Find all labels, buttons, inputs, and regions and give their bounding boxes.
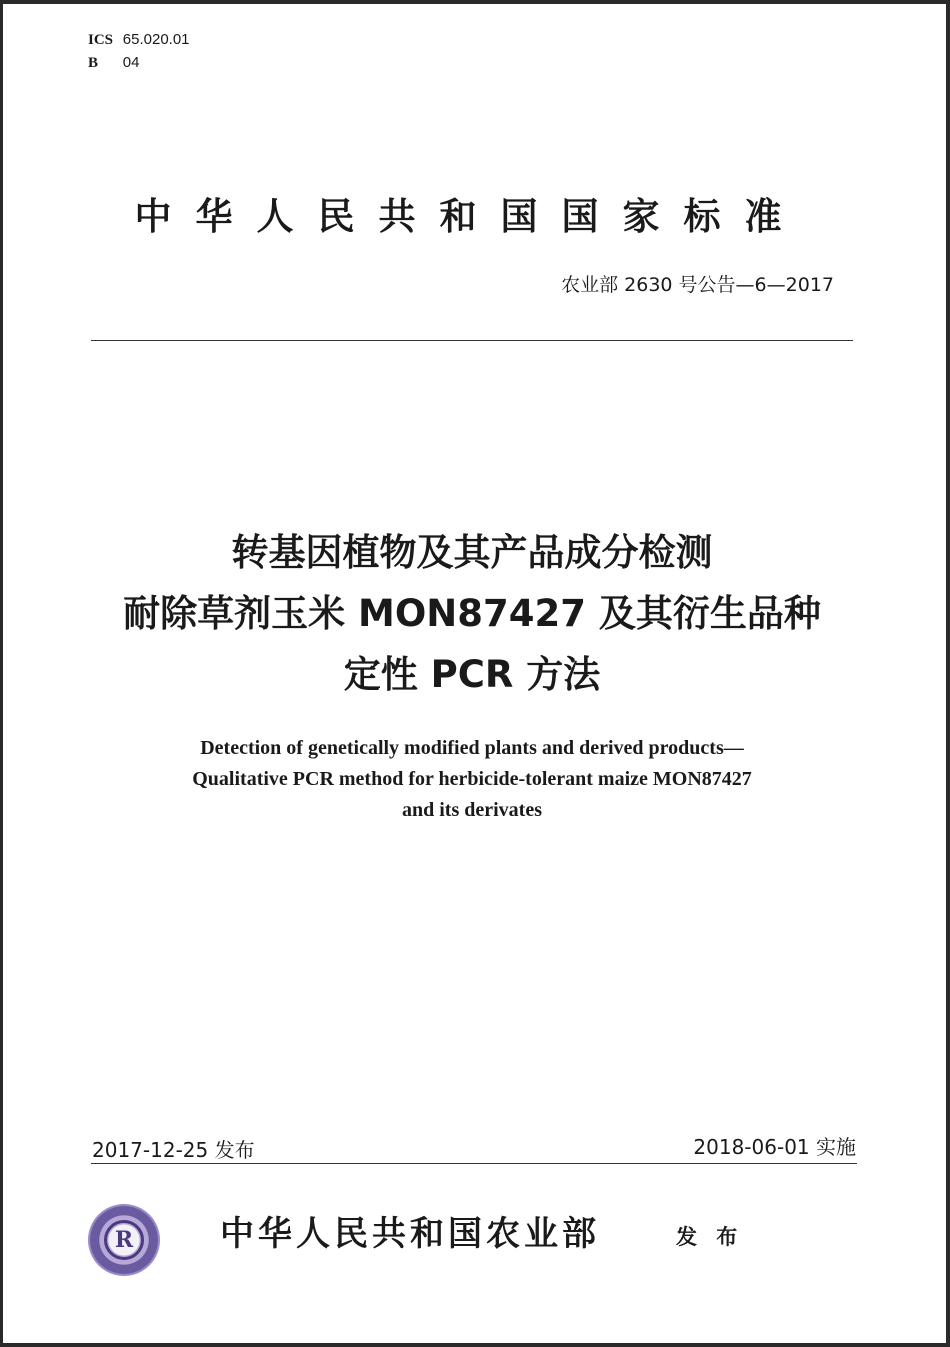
- scan-border-top: [0, 0, 950, 4]
- chinese-title-line-1: 转基因植物及其产品成分检测: [231, 531, 713, 574]
- scan-border-bottom: [0, 1343, 950, 1347]
- bottom-divider: [91, 1163, 857, 1164]
- chinese-title-line-2: 耐除草剂玉米 MON87427 及其衍生品种: [123, 592, 821, 635]
- english-title-line-2: Qualitative PCR method for herbicide-tolerant maize MON87427: [192, 768, 752, 790]
- scan-border-left: [0, 0, 3, 1347]
- top-divider: [91, 340, 853, 341]
- english-title: [100, 733, 844, 826]
- ccs-label: B: [88, 55, 99, 71]
- publish-label: 发 布: [676, 1224, 744, 1249]
- ics-label: ICS: [88, 32, 114, 48]
- english-title-line-3: and its derivates: [402, 799, 542, 821]
- issue-date: 2017-12-25 发布: [92, 1138, 255, 1162]
- emblem-center-mark: R: [104, 1220, 144, 1260]
- scan-border-right: [946, 0, 950, 1347]
- english-title-line-1: Detection of genetically modified plants and derived products—: [200, 737, 744, 759]
- standard-number: 农业部 2630 号公告—6—2017: [561, 274, 834, 296]
- ccs-code: [88, 51, 190, 74]
- classification-codes: [88, 28, 190, 74]
- ics-code: [88, 28, 190, 51]
- publisher-name: 中华人民共和国农业部: [220, 1214, 600, 1254]
- implementation-date: 2018-06-01 实施: [693, 1135, 856, 1159]
- chinese-title: [60, 522, 884, 705]
- ics-value: 65.020.01: [122, 31, 190, 48]
- chinese-title-line-3: 定性 PCR 方法: [343, 653, 601, 696]
- standard-title: 中华人民共和国国家标准: [134, 195, 806, 238]
- ministry-emblem-icon: [88, 1204, 160, 1276]
- ccs-value: 04: [122, 54, 140, 71]
